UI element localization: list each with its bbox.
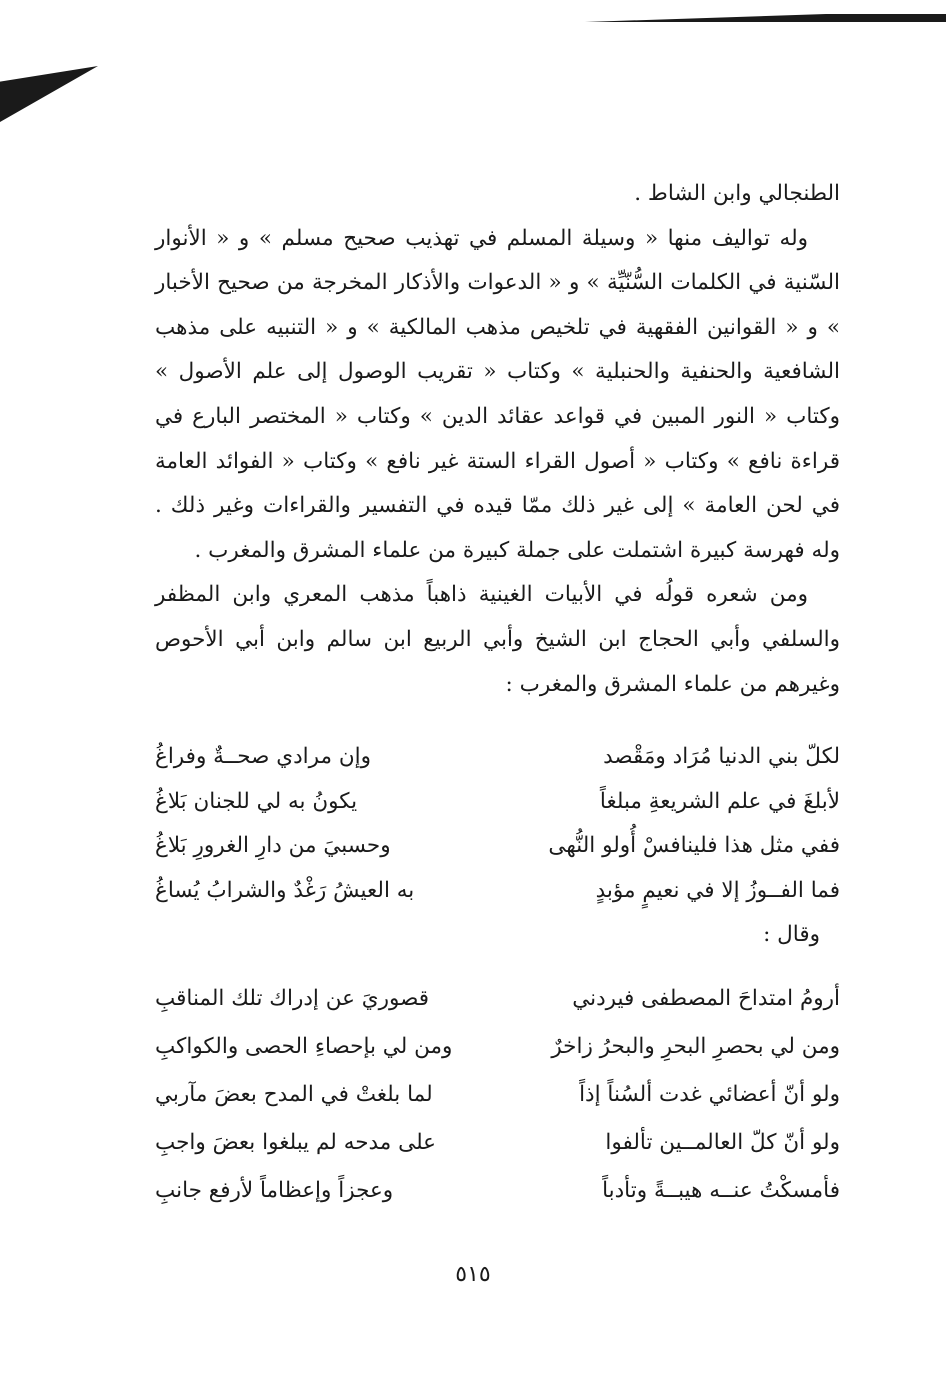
verse-first-hemistich: ولو أنّ أعضائي غدت ألسُناً إذاً [579,1082,840,1108]
verse-first-hemistich: لأبلغَ في علم الشريعةِ مبلغاً [599,788,840,814]
verse-second-hemistich: به العيشُ رَغْدٌ والشرابُ يُساغُ [155,877,415,903]
verse [155,1023,840,1071]
verse-second-hemistich: وإن مرادي صحــةٌ وفراغُ [155,744,371,770]
page-number: ٥١٥ [455,1262,491,1287]
paragraph-works: وله تواليف منها « وسيلة المسلم في تهذيب صحيح مسلم » و « الأنوار السّنية في الكلمات السُّنّيِّة » و « الدعوات والأذكار المخرجة من صحيح الأخبار » و « القوانين الفقهية في تلخيص مذهب المالكية » و « التنبيه على مذهب الشافعية والحنفية والحنبلية » وكتاب « تقريب الوصول إلى علم الأصول » وكتاب « النور المبين في قواعد عقائد الدين » وكتاب « المختصر البارع في قراءة نافع » وكتاب « أصول القراء الستة غير نافع » وكتاب « الفوائد العامة في لحن العامة » إلى غير ذلك ممّا قيده في التفسير والقراءات وغير ذلك . وله فهرسة كبيرة اشتملت على جملة كبيرة من علماء المشرق والمغرب . [155,225,840,563]
qala-heading: وقال : [763,922,820,948]
verse-second-hemistich: قصوريَ عن إدراك تلك المناقبِ [155,986,429,1012]
poem-madih [155,975,840,1215]
verse-second-hemistich: وحسبيَ من دارِ الغرورِ بَلاغُ [155,833,391,859]
verse-first-hemistich: فأمسكْتُ عنــه هيبــةً وتأدباً [602,1178,840,1204]
verse [155,1167,840,1215]
verse-second-hemistich: لما بلغتْ في المدح بعضَ مآربي [155,1082,433,1108]
paragraph-poetry-intro: ومن شعره قولُه في الأبيات الغينية ذاهباً مذهب المعري وابن المظفر والسلفي وأبي الحجاج ابن الشيخ وأبي الربيع ابن سالم وابن أبي الأحوص وغيرهم من علماء المشرق والمغرب : [155,582,840,697]
verse-second-hemistich: يكونُ به لي للجنان بَلاغُ [155,788,358,814]
verse-second-hemistich: ومن لي بإحصاءِ الحصى والكواكبِ [155,1034,453,1060]
verse-first-hemistich: لكلّ بني الدنيا مُرَاد ومَقْصد [603,744,840,770]
verse [155,1071,840,1119]
verse-second-hemistich: وعجزاً وإعظاماً لأرفع جانبِ [155,1178,394,1204]
verse [155,824,840,869]
scan-edge-mark-left [0,66,98,122]
verse-first-hemistich: أرومُ امتداحَ المصطفى فيردني [572,986,840,1012]
verse [155,869,840,914]
verse-first-hemistich: فما الفــوزُ إلا في نعيمٍ مؤبدٍ [595,877,840,903]
verse-first-hemistich: ففي مثل هذا فلينافسْ أُولو النُّهى [548,833,840,859]
verse-second-hemistich: على مدحه لم يبلغوا بعضَ واجبِ [155,1130,437,1156]
verse [155,975,840,1023]
verse-first-hemistich: ومن لي بحصرِ البحرِ والبحرُ زاخرٌ [551,1034,840,1060]
verse [155,780,840,825]
page-body [155,172,840,1215]
paragraph-continuation: الطنجالي وابن الشاط . [634,181,840,206]
scan-edge-mark-top [585,10,946,22]
verse-first-hemistich: ولو أنّ كلّ العالمــين تألفوا [605,1130,840,1156]
verse [155,1119,840,1167]
poem-ghayniya [155,735,840,913]
verse [155,735,840,780]
